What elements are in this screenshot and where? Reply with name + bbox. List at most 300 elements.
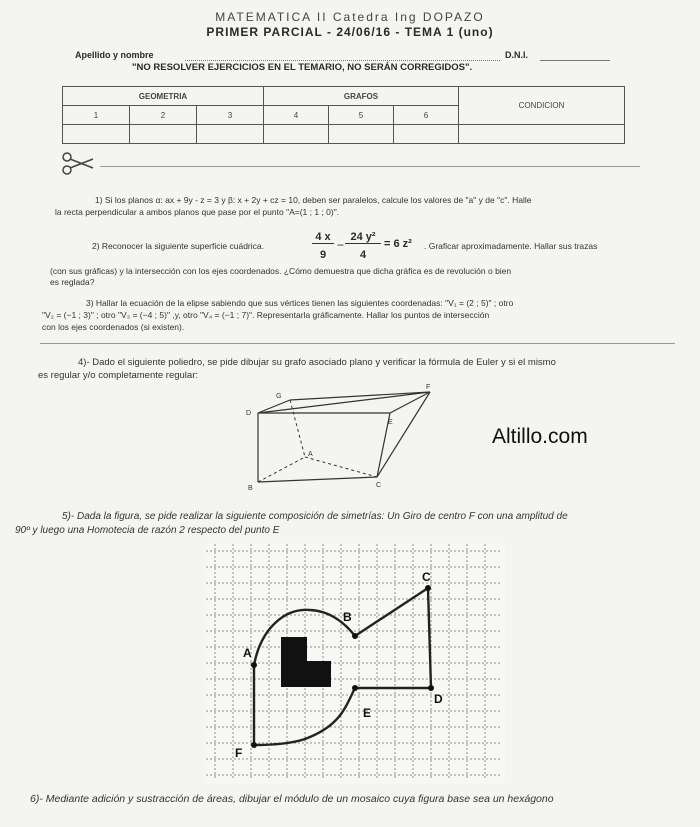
grid-dot [362,598,363,599]
grid-dot [268,568,269,569]
grid-dot [354,646,355,647]
grid-dot [338,550,339,551]
grid-dot [454,758,455,759]
grid-dot [268,636,269,637]
grid-dot [340,588,341,589]
grid-dot [474,598,475,599]
grid-dot [346,662,347,663]
grid-dot [454,694,455,695]
grid-dot [412,640,413,641]
grid-dot [314,758,315,759]
grid-dot [322,740,323,741]
grid-dot [376,592,377,593]
grid-dot [390,630,391,631]
grid-dot [484,688,485,689]
grid-dot [484,748,485,749]
grid-dot [254,774,255,775]
grid-dot [376,776,377,777]
grid-dot [484,756,485,757]
grid-dot [448,556,449,557]
grid-dot [262,566,263,567]
grid-dot [390,678,391,679]
grid-dot [246,758,247,759]
grid-dot [374,758,375,759]
grid-dot [306,726,307,727]
grid-dot [302,550,303,551]
grid-dot [258,726,259,727]
grid-dot [482,726,483,727]
grid-dot [262,550,263,551]
point-d [428,685,434,691]
grid-dot [448,608,449,609]
symmetry-figure [205,543,505,783]
grid-dot [258,742,259,743]
grid-dot [270,710,271,711]
grid-dot [334,646,335,647]
grid-dot [326,582,327,583]
grid-dot [274,694,275,695]
grid-dot [226,598,227,599]
grid-dot [206,662,207,663]
grid-dot [382,774,383,775]
grid-dot [394,736,395,737]
grid-dot [226,582,227,583]
grid-dot [232,636,233,637]
id-field-line[interactable] [540,60,610,61]
grid-dot [340,744,341,745]
grid-dot [230,662,231,663]
grid-dot [298,582,299,583]
grid-dot [214,620,215,621]
grade-cell[interactable] [63,125,130,144]
grid-dot [214,646,215,647]
grid-dot [232,752,233,753]
grid-dot [304,772,305,773]
grid-dot [366,582,367,583]
grid-dot [286,768,287,769]
grid-dot [362,550,363,551]
grid-dot [214,752,215,753]
grid-dot [232,776,233,777]
grid-dot [374,630,375,631]
grid-dot [266,550,267,551]
grid-dot [310,694,311,695]
grid-dot [358,696,359,697]
grid-dot [250,728,251,729]
grid-dot [494,742,495,743]
grid-dot [234,646,235,647]
grid-dot [232,556,233,557]
grid-dot [326,774,327,775]
grid-dot [318,694,319,695]
grid-dot [402,614,403,615]
grid-dot [234,582,235,583]
grid-dot [232,772,233,773]
grid-dot [250,724,251,725]
grid-dot [484,548,485,549]
grid-dot [484,728,485,729]
grid-dot [430,564,431,565]
grid-dot [434,758,435,759]
grid-dot [262,678,263,679]
grid-dot [340,776,341,777]
grid-dot [374,726,375,727]
grid-dot [438,758,439,759]
grid-dot [466,678,467,679]
grade-cell[interactable] [197,125,264,144]
grid-dot [342,566,343,567]
grid-dot [398,694,399,695]
grid-dot [358,768,359,769]
grid-dot [394,566,395,567]
grid-dot [466,592,467,593]
fraction-2-denominator: 4 [359,249,367,261]
grid-dot [490,726,491,727]
grid-dot [412,672,413,673]
grid-dot [358,742,359,743]
grid-dot [250,616,251,617]
grid-dot [406,742,407,743]
grid-dot [214,628,215,629]
grid-dot [268,648,269,649]
grid-dot [350,646,351,647]
grid-dot [214,600,215,601]
grid-dot [442,758,443,759]
grid-dot [358,652,359,653]
grid-dot [214,560,215,561]
grid-dot [278,678,279,679]
grid-dot [242,550,243,551]
grid-dot [278,662,279,663]
col-header: 5 [329,106,394,125]
grid-dot [238,710,239,711]
grid-dot [246,598,247,599]
grid-dot [376,616,377,617]
grid-dot [254,758,255,759]
grid-dot [422,614,423,615]
grid-dot [302,614,303,615]
grid-dot [390,582,391,583]
grid-dot [474,550,475,551]
grid-dot [340,728,341,729]
grid-dot [342,678,343,679]
grid-dot [398,550,399,551]
grid-dot [358,776,359,777]
grid-dot [350,550,351,551]
grid-dot [268,548,269,549]
grid-dot [466,624,467,625]
grid-dot [306,774,307,775]
grid-dot [246,742,247,743]
grid-dot [310,582,311,583]
grid-dot [454,566,455,567]
grid-dot [430,616,431,617]
grid-dot [386,774,387,775]
grid-dot [412,764,413,765]
grid-dot [478,694,479,695]
grid-dot [318,550,319,551]
site-watermark: Altillo.com [492,425,588,448]
grid-dot [214,598,215,599]
grid-dot [484,732,485,733]
grid-dot [222,550,223,551]
grid-dot [454,630,455,631]
grid-dot [422,630,423,631]
grid-dot [282,582,283,583]
grid-dot [484,564,485,565]
grid-dot [398,774,399,775]
grid-dot [484,716,485,717]
grid-dot [412,720,413,721]
grid-dot [482,758,483,759]
grid-dot [262,598,263,599]
grid-dot [466,758,467,759]
grid-dot [358,732,359,733]
grid-dot [268,664,269,665]
grid-dot [340,652,341,653]
grid-dot [386,598,387,599]
grid-dot [394,556,395,557]
grid-dot [482,774,483,775]
grid-dot [242,614,243,615]
grid-dot [486,550,487,551]
grid-dot [494,758,495,759]
grid-dot [286,572,287,573]
grid-dot [448,588,449,589]
grid-dot [250,632,251,633]
grid-dot [254,646,255,647]
grid-dot [226,630,227,631]
grid-dot [250,566,251,567]
grid-dot [268,716,269,717]
grid-dot [338,630,339,631]
equation-rhs: = 6 z² [384,238,412,250]
grid-dot [340,604,341,605]
grid-dot [394,548,395,549]
grid-dot [412,624,413,625]
grid-dot [398,614,399,615]
grid-dot [390,742,391,743]
grid-dot [438,598,439,599]
grid-dot [376,632,377,633]
grid-dot [370,758,371,759]
grid-dot [214,616,215,617]
grid-dot [412,700,413,701]
grid-dot [298,630,299,631]
grid-dot [250,696,251,697]
grid-dot [282,774,283,775]
grid-dot [454,726,455,727]
grid-dot [412,656,413,657]
grid-dot [318,582,319,583]
course-title: MATEMATICA II Catedra Ing DOPAZO [215,10,485,24]
grid-dot [434,550,435,551]
grid-dot [232,744,233,745]
grid-dot [430,724,431,725]
col-header: 2 [130,106,197,125]
grid-dot [210,630,211,631]
grid-dot [418,694,419,695]
grid-dot [430,566,431,567]
grid-dot [366,630,367,631]
grid-dot [214,760,215,761]
grid-dot [232,672,233,673]
grid-dot [442,566,443,567]
grid-dot [466,628,467,629]
grid-dot [446,774,447,775]
grid-dot [448,768,449,769]
grid-dot [340,692,341,693]
grid-dot [414,646,415,647]
grid-dot [484,632,485,633]
grid-dot [294,710,295,711]
grid-dot [462,710,463,711]
grid-dot [466,600,467,601]
grid-dot [254,566,255,567]
grid-dot [358,726,359,727]
grid-dot [358,692,359,693]
grid-dot [322,772,323,773]
grid-dot [474,630,475,631]
grid-dot [358,684,359,685]
grid-dot [234,694,235,695]
grid-dot [484,584,485,585]
grid-dot [478,582,479,583]
exercise-1-line-1: 1) Si los planos α: ax + 9y - z = 3 y β: x + 2y + cz = 10, deben ser paralelos, calcule los valores de "a" y de "c". Halle [95,195,532,205]
grid-dot [378,582,379,583]
grid-dot [270,550,271,551]
grid-dot [374,678,375,679]
grid-dot [366,758,367,759]
grid-dot [394,646,395,647]
grid-dot [358,630,359,631]
grid-dot [466,728,467,729]
grid-dot [358,552,359,553]
grid-dot [232,704,233,705]
grid-dot [322,620,323,621]
grid-dot [448,628,449,629]
grid-dot [430,612,431,613]
grid-dot [430,756,431,757]
grid-dot [218,678,219,679]
grid-dot [376,636,377,637]
grid-dot [462,582,463,583]
grid-dot [222,566,223,567]
grid-dot [282,710,283,711]
grid-dot [214,660,215,661]
grid-dot [306,566,307,567]
grid-dot [448,740,449,741]
grid-dot [394,604,395,605]
grid-dot [412,628,413,629]
grid-dot [484,560,485,561]
grid-dot [422,566,423,567]
grid-dot [412,572,413,573]
grid-dot [358,656,359,657]
grid-dot [484,684,485,685]
grid-dot [322,776,323,777]
grid-dot [394,726,395,727]
grid-dot [448,552,449,553]
grid-dot [232,564,233,565]
exercise-3-line-3: con los ejes coordenados (si existen). [42,322,185,332]
grid-dot [232,756,233,757]
grid-dot [222,646,223,647]
grid-dot [466,726,467,727]
grid-dot [446,550,447,551]
grid-dot [412,692,413,693]
grid-dot [310,550,311,551]
grid-dot [490,566,491,567]
grid-dot [362,566,363,567]
grid-dot [250,584,251,585]
grid-dot [330,582,331,583]
grid-dot [358,646,359,647]
grid-dot [242,678,243,679]
grid-dot [430,620,431,621]
grid-dot [448,572,449,573]
grid-dot [270,694,271,695]
grid-dot [378,614,379,615]
grid-dot [230,742,231,743]
grid-dot [358,556,359,557]
grid-dot [486,758,487,759]
grid-dot [358,662,359,663]
grid-dot [250,660,251,661]
grid-dot [268,768,269,769]
grid-dot [402,598,403,599]
grid-dot [430,736,431,737]
grid-dot [334,550,335,551]
grid-dot [270,774,271,775]
grid-dot [340,596,341,597]
grid-dot [378,646,379,647]
grid-dot [376,652,377,653]
grid-dot [370,726,371,727]
grid-dot [226,742,227,743]
grid-dot [210,646,211,647]
grid-dot [450,774,451,775]
grid-dot [466,620,467,621]
grid-dot [214,708,215,709]
grid-dot [322,572,323,573]
grid-dot [394,712,395,713]
grid-dot [340,628,341,629]
grid-dot [448,600,449,601]
grid-dot [358,664,359,665]
grade-cell[interactable] [264,125,329,144]
grid-dot [484,640,485,641]
point-label: E [363,706,372,720]
grade-cell[interactable] [130,125,197,144]
grid-dot [338,758,339,759]
grid-dot [274,566,275,567]
grid-dot [250,550,251,551]
grid-dot [354,678,355,679]
grid-dot [214,688,215,689]
grid-dot [448,652,449,653]
grid-dot [412,768,413,769]
grid-dot [322,596,323,597]
condition-cell[interactable] [459,125,625,144]
grid-dot [382,694,383,695]
grid-dot [366,694,367,695]
grid-dot [418,630,419,631]
name-field-line[interactable] [185,60,500,61]
grade-cell[interactable] [329,125,394,144]
grid-dot [412,600,413,601]
grade-cell[interactable] [394,125,459,144]
